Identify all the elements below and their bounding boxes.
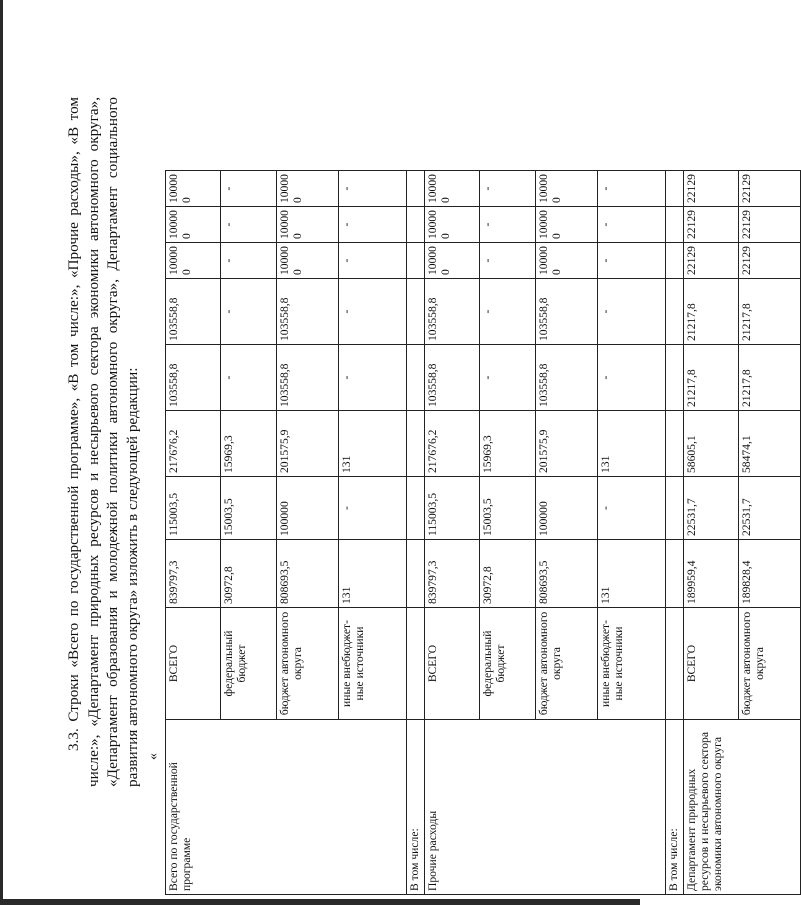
empty-cell [407, 243, 425, 279]
value-cell: 10000 0 [536, 171, 598, 207]
source-cell: ВСЕГО [166, 608, 221, 720]
value-cell: 103558,8 [166, 345, 221, 411]
empty-cell [407, 171, 425, 207]
intro-text: 3.3. Строки «Всего по государственной программе», «В том числе:», «Прочие расходы», «В том числе:», «Департамент природных ресурсов и несырьевого сектора экономики автономного округа», «Департамент образования и молодежной политики автономного округа», Департамент социального развития автономного округа» изложить в следующей редакции: [65, 97, 141, 787]
value-cell: 22129 [739, 171, 801, 207]
value-cell: 22531,7 [739, 477, 801, 540]
value-cell: 10000 0 [166, 243, 221, 279]
subheader-row [666, 171, 684, 895]
empty-cell [666, 171, 684, 207]
value-cell: 10000 0 [425, 243, 480, 279]
value-cell: 22129 [684, 171, 739, 207]
value-cell: 15003,5 [221, 477, 277, 540]
empty-cell [666, 243, 684, 279]
group-name-cell: Всего по государственной программе [166, 720, 407, 895]
value-cell: 189959,4 [684, 540, 739, 608]
empty-cell [407, 279, 425, 345]
value-cell: 839797,3 [425, 540, 480, 608]
value-cell: 30972,8 [480, 540, 536, 608]
value-cell: 131 [598, 540, 666, 608]
group-name-cell: Департамент природных ресурсов и несырьевого сектора экономики автономного округа [684, 720, 801, 895]
subheader-cell: В том числе: [666, 720, 684, 895]
value-cell: 21217,8 [739, 345, 801, 411]
value-cell: - [221, 243, 277, 279]
value-cell: 15969,3 [221, 411, 277, 477]
value-cell: 115003,5 [425, 477, 480, 540]
source-cell: федеральный бюджет [221, 608, 277, 720]
value-cell: 201575,9 [277, 411, 339, 477]
value-cell: - [480, 171, 536, 207]
value-cell: 21217,8 [739, 279, 801, 345]
table-row [684, 171, 739, 895]
value-cell: 103558,8 [277, 279, 339, 345]
value-cell: 21217,8 [684, 279, 739, 345]
value-cell: 100000 [277, 477, 339, 540]
value-cell: 10000 0 [277, 243, 339, 279]
value-cell: 10000 0 [277, 171, 339, 207]
empty-cell [666, 477, 684, 540]
value-cell: 131 [598, 411, 666, 477]
value-cell: - [339, 477, 407, 540]
empty-cell [407, 345, 425, 411]
value-cell: 131 [339, 411, 407, 477]
value-cell: 808693,5 [536, 540, 598, 608]
value-cell: - [221, 279, 277, 345]
value-cell: - [339, 279, 407, 345]
group-name-cell: Прочие расходы [425, 720, 666, 895]
value-cell: 189828,4 [739, 540, 801, 608]
value-cell: - [221, 171, 277, 207]
value-cell: - [598, 345, 666, 411]
empty-cell [407, 477, 425, 540]
subheader-row [407, 171, 425, 895]
source-cell: ВСЕГО [425, 608, 480, 720]
value-cell: - [598, 171, 666, 207]
value-cell: 15969,3 [480, 411, 536, 477]
value-cell: - [598, 207, 666, 243]
empty-cell [407, 411, 425, 477]
value-cell: 58605,1 [684, 411, 739, 477]
value-cell: 21217,8 [684, 345, 739, 411]
value-cell: - [598, 279, 666, 345]
value-cell: - [221, 207, 277, 243]
value-cell: 10000 0 [166, 207, 221, 243]
value-cell: 58474,1 [739, 411, 801, 477]
value-cell: - [598, 477, 666, 540]
source-cell: иные внебюджет- ные источники [598, 608, 666, 720]
value-cell: 10000 0 [277, 207, 339, 243]
value-cell: 103558,8 [536, 345, 598, 411]
value-cell: 103558,8 [425, 345, 480, 411]
table-row [166, 171, 221, 895]
budget-table [165, 170, 801, 895]
intro-paragraph [64, 97, 142, 787]
value-cell: - [221, 345, 277, 411]
value-cell: 10000 0 [425, 207, 480, 243]
value-cell: 10000 0 [536, 207, 598, 243]
empty-cell [666, 207, 684, 243]
source-cell: бюджет автономного округа [739, 608, 801, 720]
source-cell: ВСЕГО [684, 608, 739, 720]
value-cell: - [598, 243, 666, 279]
empty-cell [407, 540, 425, 608]
empty-cell [666, 345, 684, 411]
source-cell: бюджет автономного округа [536, 608, 598, 720]
empty-cell [666, 279, 684, 345]
value-cell: 201575,9 [536, 411, 598, 477]
empty-cell [666, 540, 684, 608]
value-cell: - [339, 207, 407, 243]
value-cell: 10000 0 [425, 171, 480, 207]
empty-cell [407, 608, 425, 720]
subheader-cell: В том числе: [407, 720, 425, 895]
value-cell: - [480, 345, 536, 411]
value-cell: 22129 [684, 207, 739, 243]
value-cell: - [339, 171, 407, 207]
empty-cell [666, 608, 684, 720]
value-cell: 103558,8 [277, 345, 339, 411]
value-cell: 22129 [739, 207, 801, 243]
value-cell: 100000 [536, 477, 598, 540]
value-cell: 22531,7 [684, 477, 739, 540]
value-cell: 30972,8 [221, 540, 277, 608]
value-cell: 217676,2 [166, 411, 221, 477]
value-cell: 22129 [739, 243, 801, 279]
opening-quote: « [146, 753, 161, 760]
value-cell: 22129 [684, 243, 739, 279]
value-cell: 839797,3 [166, 540, 221, 608]
value-cell: 217676,2 [425, 411, 480, 477]
value-cell: - [480, 207, 536, 243]
source-cell: федеральный бюджет [480, 608, 536, 720]
source-cell: иные внебюджет- ные источники [339, 608, 407, 720]
value-cell: 131 [339, 540, 407, 608]
value-cell: 115003,5 [166, 477, 221, 540]
value-cell: - [480, 279, 536, 345]
table-row [425, 171, 480, 895]
value-cell: - [339, 345, 407, 411]
empty-cell [666, 411, 684, 477]
source-cell: бюджет автономного округа [277, 608, 339, 720]
value-cell: 103558,8 [536, 279, 598, 345]
value-cell: 103558,8 [425, 279, 480, 345]
value-cell: 10000 0 [166, 171, 221, 207]
value-cell: 10000 0 [536, 243, 598, 279]
value-cell: - [339, 243, 407, 279]
value-cell: 103558,8 [166, 279, 221, 345]
value-cell: 808693,5 [277, 540, 339, 608]
value-cell: 15003,5 [480, 477, 536, 540]
value-cell: - [480, 243, 536, 279]
empty-cell [407, 207, 425, 243]
